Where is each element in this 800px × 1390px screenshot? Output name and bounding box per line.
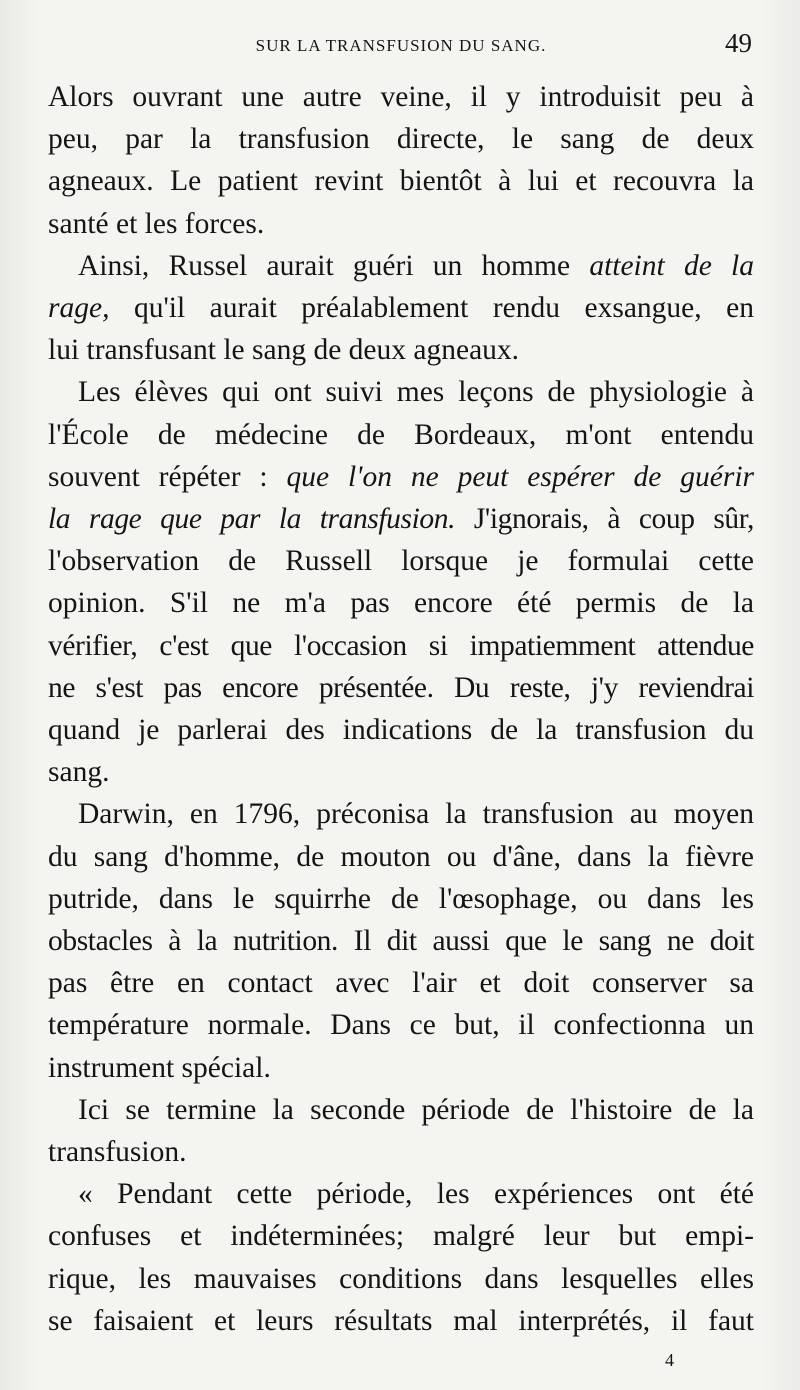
text-line <box>48 245 754 287</box>
text-span: J'ignorais, à coup sûr, <box>455 503 754 536</box>
page-header <box>48 28 754 68</box>
text-span: souvent répéter : <box>48 460 287 493</box>
text-line: Darwin, en 1796, préconisa la transfusion au moyen <box>78 798 754 831</box>
page-number: 49 <box>725 28 752 58</box>
paragraph-5 <box>48 1089 754 1173</box>
page-body <box>48 76 754 1342</box>
paragraph-2 <box>48 245 754 372</box>
text-line: Les élèves qui ont suivi mes leçons de physiologie à <box>78 376 754 409</box>
text-line: rique, les mauvaises conditions dans lesquelles elles <box>48 1262 754 1295</box>
text-line: confuses et indéterminées; malgré leur but empi- <box>48 1220 754 1253</box>
text-line: pas être en contact avec l'air et doit conserver sa <box>48 967 754 1000</box>
text-line: agneaux. Le patient revint bientôt à lui et recouvra la <box>48 165 754 198</box>
text-line <box>48 287 754 329</box>
text-line: quand je parlerai des indications de la transfusion du <box>48 714 754 747</box>
text-line <box>48 498 754 540</box>
text-line: santé et les forces. <box>48 207 265 240</box>
text-line: Alors ouvrant une autre veine, il y introduisit peu à <box>48 81 754 113</box>
paragraph-3 <box>48 371 754 793</box>
text-line: « Pendant cette période, les expériences ont été <box>78 1178 754 1211</box>
text-line: putride, dans le squirrhe de l'œsophage, ou dans les <box>48 882 754 915</box>
italic-span: rage, <box>48 292 110 325</box>
text-line: se faisaient et leurs résultats mal interprétés, il faut <box>48 1304 754 1337</box>
text-line: peu, par la transfusion directe, le sang de deux <box>48 123 754 156</box>
text-span: Ainsi, Russel aurait guéri un homme <box>78 249 590 282</box>
text-line: ne s'est pas encore présentée. Du reste, j'y reviendrai <box>48 671 754 704</box>
paragraph-1 <box>48 76 754 245</box>
italic-span: la rage que par la transfusion. <box>48 503 456 536</box>
text-line: sang. <box>48 756 110 789</box>
text-line <box>48 456 754 498</box>
text-line: l'observation de Russell lorsque je formulai cette <box>48 545 754 578</box>
running-head: SUR LA TRANSFUSION DU SANG. <box>255 36 547 55</box>
text-span: qu'il aurait préalablement rendu exsangue, en <box>109 292 754 325</box>
paragraph-6 <box>48 1173 754 1342</box>
paragraph-4 <box>48 793 754 1088</box>
text-line: lui transfusant le sang de deux agneaux. <box>48 334 520 367</box>
text-line: obstacles à la nutrition. Il dit aussi que le sang ne doit <box>48 925 754 958</box>
text-line: l'École de médecine de Bordeaux, m'ont entendu <box>48 418 754 451</box>
text-line: transfusion. <box>48 1136 187 1169</box>
text-line: température normale. Dans ce but, il confectionna un <box>48 1009 754 1042</box>
text-line: instrument spécial. <box>48 1051 271 1084</box>
italic-span: atteint de la <box>589 249 755 282</box>
text-line: Ici se termine la seconde période de l'histoire de la <box>78 1093 754 1126</box>
italic-span: que l'on ne peut espérer de guérir <box>286 460 755 493</box>
text-line: du sang d'homme, de mouton ou d'âne, dans la fièvre <box>48 840 754 873</box>
signature-mark: 4 <box>665 1350 674 1370</box>
text-line: vérifier, c'est que l'occasion si impatiemment attendue <box>48 629 754 662</box>
text-line: opinion. S'il ne m'a pas encore été permis de la <box>48 587 754 620</box>
